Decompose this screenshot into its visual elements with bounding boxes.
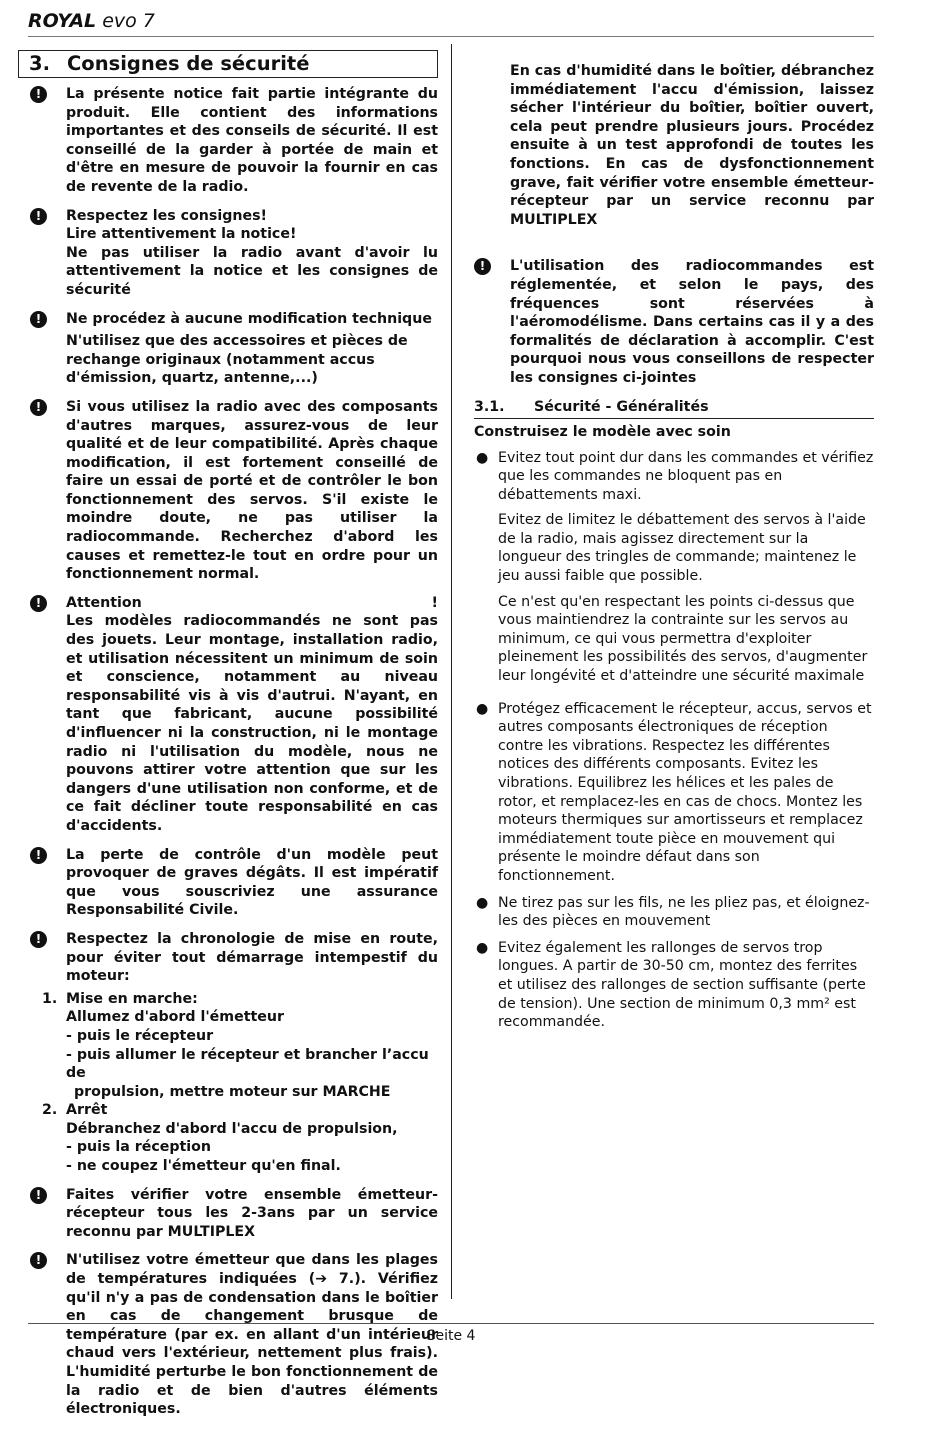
bullet-item: ● Protégez efficacement le récepteur, accus, servos et autres composants électroniques de réception contre les vibrations. Respectez les différentes notices des différents composants. Evitez les vibrations. Equilibrez les hélices et les pales de rotor, et remplacez-les en cas de chocs. Montez les moteurs thermiques sur amortisseurs et remplacez immédiatement toute pièce en mouvement qui présente le moindre défaut dans son fonctionnement. (476, 700, 872, 884)
safety-item: ! Si vous utilisez la radio avec des composants d'autres marques, assurez-vous de leur qualité et de leur compatibilité. Après chaque modification, il est fortement conseillé de faire un essai de porté et de contrôler le bon fonctionnement des servos. S'il existe le moindre doute, ne pas utiliser la radiocommande. Recherchez d'abord les causes et remettez-le tout en ordre pour un fonctionnement normal. (18, 398, 438, 584)
bullet-icon: ● (476, 449, 489, 466)
startup-sequence: 1. Mise en marche: Allumez d'abord l'émetteur - puis le récepteur - puis allumer le récepteur et brancher l’accu de propulsion, mettre moteur sur MARCHE 2. Arrêt Débranchez d'abord l'accu de propulsion, - puis la réception - ne coupez l'émetteur qu'en final. (42, 990, 429, 1175)
warning-icon: ! (30, 86, 47, 103)
subsection-heading: 3.1. Sécurité - Généralités (474, 398, 874, 419)
left-column (18, 50, 438, 1429)
bullet-item: ● Evitez tout point dur dans les commandes et vérifiez que les commandes ne bloquent pas en débattements maxi. Evitez de limitez le débattement des servos à l'aide de la radio, mais agissez directement sur la longueur des tringles de commande; maintenez le jeu aussi faible que possible. Ce n'est qu'en respectant les points ci-dessus que vous maintiendrez la contrainte sur les servos au minimum, ce qui vous permettra d'exploiter pleinement les possibilités des servos, d'augmenter leur longévité et d'atteindre une sécurité maximale (476, 449, 874, 685)
bullet-item: ● Ne tirez pas sur les fils, ne les pliez pas, et éloignez-les des pièces en mouvement (476, 894, 870, 930)
safety-item: ! L'utilisation des radiocommandes est réglementée, et selon le pays, des fréquences sont réservées à l'aéromodélisme. Dans certains cas il y a des formalités de déclaration à accomplir. C'est pourquoi nous vous conseillons de respecter les consignes ci-jointes (474, 257, 874, 387)
safety-item: ! La présente notice fait partie intégrante du produit. Elle contient des informations importantes et des conseils de sécurité. Il est conseillé de la garder à portée de main et d'être en mesure de pouvoir la fournir en cas de revente de la radio. (18, 85, 438, 197)
warning-icon: ! (30, 311, 47, 328)
column-divider (451, 44, 452, 1299)
page-number: Seite 4 (426, 1328, 476, 1344)
warning-icon: ! (30, 208, 47, 225)
section-title: 3. Consignes de sécurité (18, 50, 438, 78)
warning-icon: ! (30, 931, 47, 948)
subsection-subtitle: Construisez le modèle avec soin (474, 423, 731, 440)
page-header (28, 10, 874, 37)
warning-icon: ! (30, 399, 47, 416)
safety-item: ! Faites vérifier votre ensemble émetteur-récepteur tous les 2-3ans par un service reconnu par MULTIPLEX (18, 1186, 438, 1242)
safety-item: ! Ne procédez à aucune modification technique N'utilisez que des accessoires et pièces de rechange originaux (notamment accus d'émission, quartz, antenne,...) (18, 310, 438, 388)
safety-item: ! Attention ! Les modèles radiocommandés ne sont pas des jouets. Leur montage, installation radio, et utilisation nécessitent un minimum de soin et conscience, notamment au niveau responsabilité vis à vis d'autrui. N'ayant, en tant que fabricant, aucune possibilité d'influencer ni la construction, ni le montage radio ni l'utilisation du modèle, nous ne pouvons attirer votre attention que sur les dangers d'une utilisation non conforme, et de ce fait décliner toute responsabilité en cas d'accidents. (18, 594, 438, 836)
bullet-icon: ● (476, 700, 489, 717)
warning-icon: ! (30, 847, 47, 864)
safety-item: ! N'utilisez votre émetteur que dans les plages de températures indiquées (➔ 7.). Vérifiez qu'il n'y a pas de condensation dans le boîtier en cas de changement brusque de température (par ex. en allant d'un intérieur chaud vers l'extérieur, nettement plus frais). L'humidité perturbe le bon fonctionnement de la radio et de bien d'autres éléments électroniques. (18, 1251, 438, 1418)
bullet-icon: ● (476, 894, 489, 911)
right-column: En cas d'humidité dans le boîtier, débranchez immédiatement l'accu d'émission, laissez sécher l'intérieur du boîtier, boîtier ouvert, cela peut prendre plusieurs jours. Procédez ensuite à un test approfondi de toutes les fonctions. En cas de dysfonctionnement grave, fait vérifier votre ensemble émetteur-récepteur par un service reconnu par MULTIPLEX ! L'utilisation des radiocommandes est réglementée, et selon le pays, des fréquences sont réservées à l'aéromodélisme. Dans certains cas il y a des formalités de déclaration à accomplir. C'est pourquoi nous vous conseillons de respecter les consignes ci-jointes 3.1. Sécurité - Généralités Construisez le modèle avec soin ● Evitez tout point dur dans les commandes et vérifiez que les commandes ne bloquent pas en débattements maxi. Evitez de limitez le débattement des servos à l'aide de la radio, mais agissez directement sur la longueur des tringles de commande; maintenez le jeu aussi faible que possible. Ce n'est qu'en respectant les points ci-dessus que vous maintiendrez la contrainte sur les servos au minimum, ce qui vous permettra d'exploiter pleinement les possibilités des servos, d'augmenter leur longévité et d'atteindre une sécurité maximale ● Protégez efficacement le récepteur, accus, servos et autres composants électroniques de réception contre les vibrations. Respectez les différentes notices des différents composants. Evitez les vibrations. Equilibrez les hélices et les pales de rotor, et remplacez-les en cas de chocs. Montez les moteurs thermiques sur amortisseurs et remplacez immédiatement toute pièce en mouvement qui présente le moindre défaut dans son fonctionnement. ● Ne tirez pas sur les fils, ne les pliez pas, et éloignez-les des pièces en mouvement ● Evitez également les rallonges de servos trop longues. A partir de 30-50 cm, montez des ferrites et utilisez des rallonges de section suffisante (perte de tension). Une section de minimum 0,3 mm² est recommandée. (474, 63, 874, 1031)
brand-logo: ROYAL evo 7 (28, 10, 155, 32)
bullet-item: ● Evitez également les rallonges de servos trop longues. A partir de 30-50 cm, montez des ferrites et utilisez des rallonges de section suffisante (perte de tension). Une section de minimum 0,3 mm² est recommandée. (476, 939, 866, 1031)
page-footer (28, 1323, 874, 1344)
warning-icon: ! (30, 1252, 47, 1269)
warning-icon: ! (30, 1187, 47, 1204)
bullet-icon: ● (476, 939, 489, 956)
safety-item: ! Respectez la chronologie de mise en route, pour éviter tout démarrage intempestif du moteur: (18, 930, 438, 986)
safety-item: ! La perte de contrôle d'un modèle peut provoquer de graves dégâts. Il est impératif que vous souscriviez une assurance Responsabilité Civile. (18, 846, 438, 920)
warning-icon: ! (30, 595, 47, 612)
warning-icon: ! (474, 258, 491, 275)
safety-item: ! Respectez les consignes! Lire attentivement la notice! Ne pas utiliser la radio avant d'avoir lu attentivement la notice et les consignes de sécurité (18, 207, 438, 300)
